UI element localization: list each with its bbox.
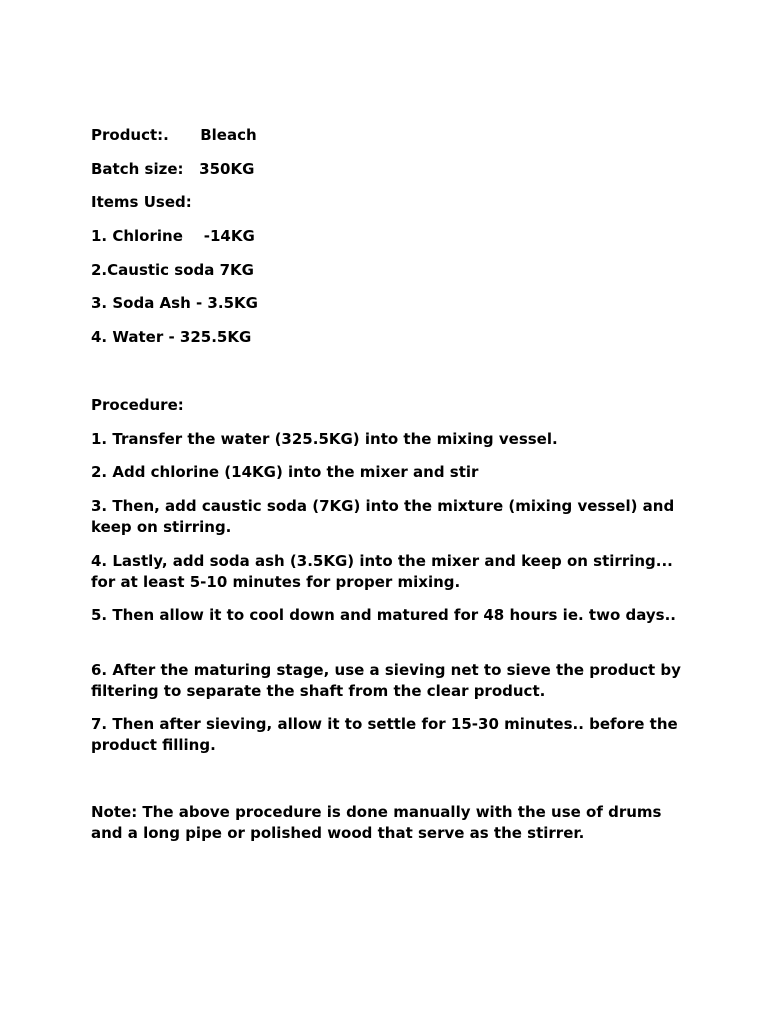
procedure-step-5: 5. Then allow it to cool down and matured for 48 hours ie. two days.. [91, 606, 676, 624]
procedure-step-6: 6. After the maturing stage, use a sieving net to sieve the product by filtering to separate the shaft from the clear product. [91, 661, 681, 700]
product-line: Product:. Bleach [91, 126, 257, 144]
item-chlorine: 1. Chlorine -14KG [91, 227, 255, 245]
procedure-step-1: 1. Transfer the water (325.5KG) into the mixing vessel. [91, 430, 558, 448]
procedure-step-4: 4. Lastly, add soda ash (3.5KG) into the mixer and keep on stirring... for at least 5-10 minutes for proper mixing. [91, 552, 673, 591]
procedure-step-3: 3. Then, add caustic soda (7KG) into the mixture (mixing vessel) and keep on stirring. [91, 497, 675, 536]
note-paragraph: Note: The above procedure is done manually with the use of drums and a long pipe or polished wood that serve as the stirrer. [91, 803, 662, 842]
procedure-step-7: 7. Then after sieving, allow it to settle for 15-30 minutes.. before the product filling. [91, 715, 678, 754]
item-water: 4. Water - 325.5KG [91, 328, 252, 346]
items-heading: Items Used: [91, 193, 192, 211]
batch-size-line: Batch size: 350KG [91, 160, 255, 178]
procedure-heading: Procedure: [91, 396, 184, 414]
procedure-step-2: 2. Add chlorine (14KG) into the mixer and stir [91, 463, 479, 481]
item-caustic-soda: 2.Caustic soda 7KG [91, 261, 254, 279]
item-soda-ash: 3. Soda Ash - 3.5KG [91, 294, 258, 312]
